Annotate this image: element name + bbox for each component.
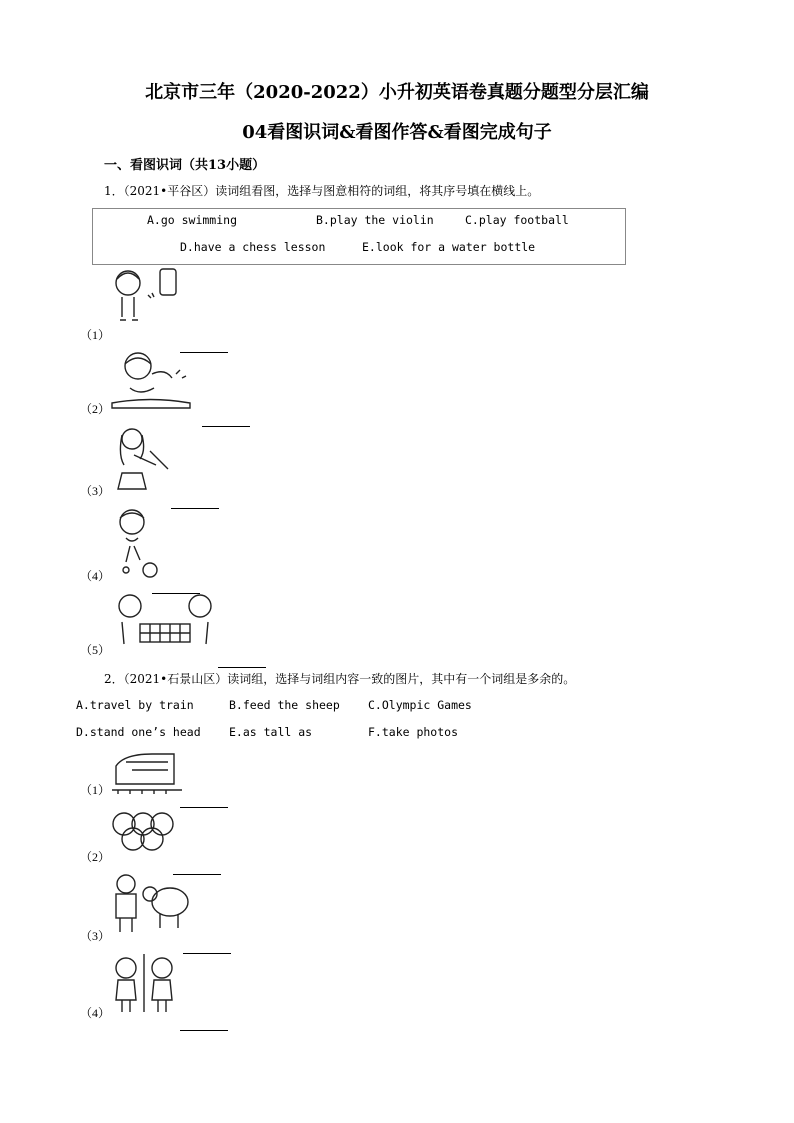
q1-item-2-label: （2） — [80, 402, 111, 416]
option-2d: D.stand one’s head — [76, 725, 201, 739]
q2-item-1-answer-blank[interactable] — [180, 806, 228, 808]
option-2c: C.Olympic Games — [368, 698, 472, 712]
option-2b: B.feed the sheep — [229, 698, 340, 712]
q1-item-5-answer-blank[interactable] — [218, 666, 266, 668]
q2-item-3-answer-blank[interactable] — [183, 952, 231, 954]
section-heading: 一、看图识词（共13小题） — [104, 158, 266, 173]
two-girls-illustration — [110, 952, 182, 1018]
q1-item-3-label: （3） — [80, 484, 111, 498]
chess-lesson-illustration — [110, 592, 220, 652]
q1-item-2-answer-blank[interactable] — [202, 425, 250, 427]
q1-item-4-label: （4） — [80, 569, 111, 583]
q2-item-1-label: （1） — [80, 783, 111, 797]
option-1e: E.look for a water bottle — [362, 240, 536, 254]
q2-item-3-label: （3） — [80, 929, 111, 943]
option-2a: A.travel by train — [76, 698, 194, 712]
option-1a: A.go swimming — [147, 213, 238, 227]
option-1d: D.have a chess lesson — [180, 240, 326, 254]
document-title: 北京市三年（2020-2022）小升初英语卷真题分题型分层汇编 — [145, 82, 649, 103]
violin-girl-illustration — [110, 425, 175, 493]
option-1b: B.play the violin — [316, 213, 434, 227]
option-2f: F.take photos — [368, 725, 459, 739]
olympic-rings-illustration — [112, 806, 174, 858]
question-2-prompt: 2．（2021•石景山区）读词组，选择与词组内容一致的图片，其中有一个词组是多余的。 — [104, 672, 576, 686]
q1-item-3-answer-blank[interactable] — [171, 507, 219, 509]
q2-item-4-answer-blank[interactable] — [180, 1029, 228, 1031]
football-boy-illustration — [112, 508, 167, 580]
q2-item-2-label: （2） — [80, 850, 111, 864]
document-subtitle: 04看图识词&看图作答&看图完成句子 — [242, 122, 552, 143]
q1-item-5-label: （5） — [80, 643, 111, 657]
q2-item-4-label: （4） — [80, 1006, 111, 1020]
question-1-prompt: 1．（2021•平谷区）读词组看图，选择与图意相符的词组，将其序号填在横线上。 — [104, 184, 540, 198]
q1-item-1-label: （1） — [80, 328, 111, 342]
option-1c: C.play football — [465, 213, 569, 227]
swimmer-illustration — [110, 348, 195, 413]
train-illustration — [112, 750, 184, 795]
option-2e: E.as tall as — [229, 725, 313, 739]
boy-sheep-illustration — [112, 872, 194, 938]
boy-bottle-illustration — [108, 265, 188, 335]
